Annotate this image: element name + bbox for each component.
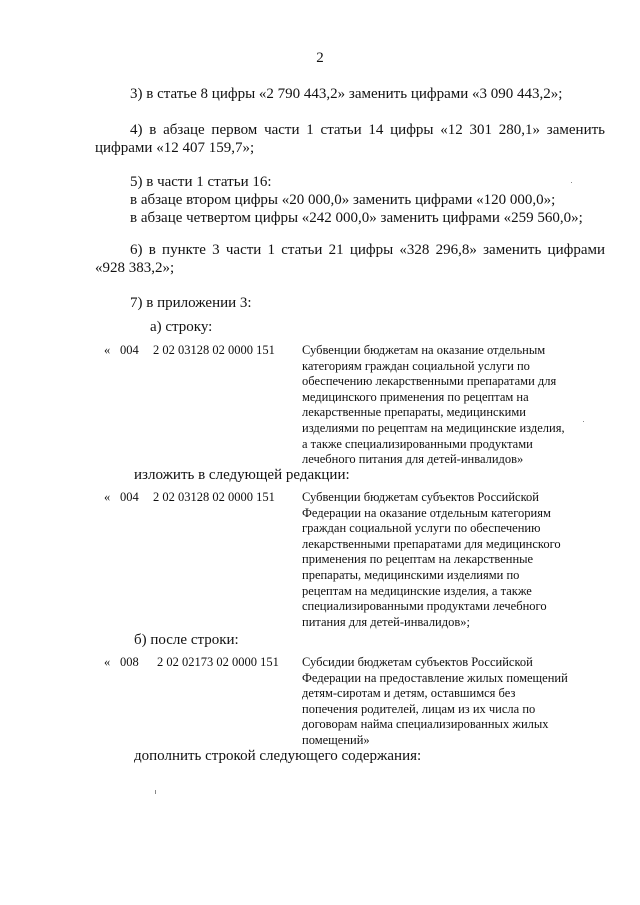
row-a-text-line: Субвенции бюджетам на оказание отдельным — [302, 343, 546, 357]
scan-speck — [571, 182, 572, 183]
paragraph-3: 3) в статье 8 цифры «2 790 443,2» заменить цифрами «3 090 443,2»; — [130, 86, 563, 102]
row-a-budget-code: 2 02 03128 02 0000 151 — [153, 343, 275, 357]
row-a-description — [302, 343, 565, 468]
row-new-text-line: рецептам на медицинские изделия, а также — [302, 583, 532, 598]
row-b-quote: « — [104, 655, 111, 669]
row-new-budget-code: 2 02 03128 02 0000 151 — [153, 490, 275, 504]
row-b-text-line: договорам найма специализированных жилых — [302, 717, 549, 732]
row-b-text-line: помещений» — [302, 732, 370, 747]
page-number: 2 — [316, 50, 324, 66]
row-b-admin-code: 008 — [120, 655, 139, 669]
row-new-quote: « — [104, 490, 111, 504]
paragraph-5-line-1: 5) в части 1 статьи 16: — [130, 174, 272, 190]
row-new-text-line: Субвенции бюджетам субъектов Российской — [302, 490, 539, 504]
row-a-quote: « — [104, 343, 111, 357]
row-new-admin-code: 004 — [120, 490, 139, 504]
paragraph-6-line-1: 6) в пункте 3 части 1 статьи 21 цифры «328 296,8» заменить цифрами — [130, 242, 605, 258]
paragraph-5-line-3: в абзаце четвертом цифры «242 000,0» заменить цифрами «259 560,0»; — [130, 210, 583, 226]
row-a-text-line: лечебного питания для детей-инвалидов» — [302, 452, 524, 467]
row-b-budget-code: 2 02 02173 02 0000 151 — [157, 655, 279, 669]
paragraph-7: 7) в приложении 3: — [130, 295, 252, 311]
row-b-text-line: детям-сиротам и детям, оставшимся без — [302, 686, 516, 701]
row-new-text-line: питания для детей-инвалидов»; — [302, 614, 470, 629]
row-new-text-line: граждан социальной услуги по обеспечению — [302, 521, 541, 536]
row-new-text-line: препараты, медицинскими изделиями по — [302, 567, 520, 582]
row-a-text-line: изделиями по рецептам на медицинские изделия, — [302, 420, 565, 435]
row-b-description — [302, 655, 568, 749]
row-b-text-line: Субсидии бюджетам субъектов Российской — [302, 655, 533, 669]
scan-speck — [155, 790, 156, 794]
append-label: дополнить строкой следующего содержания: — [134, 748, 422, 764]
row-a-text-line: лекарственные препараты, медицинскими — [302, 405, 526, 420]
paragraph-5-line-2: в абзаце втором цифры «20 000,0» заменить цифрами «120 000,0»; — [130, 192, 556, 208]
row-new-text-line: специализированными продуктами лечебного — [302, 599, 547, 614]
scan-speck — [583, 421, 584, 422]
new-edition-label: изложить в следующей редакции: — [134, 467, 350, 483]
paragraph-4-line-2: цифрами «12 407 159,7»; — [95, 140, 255, 156]
row-a-text-line: а также специализированными продуктами — [302, 436, 533, 451]
paragraph-4-line-1: 4) в абзаце первом части 1 статьи 14 цифры «12 301 280,1» заменить — [130, 122, 605, 138]
row-new-text-line: Федерации на оказание отдельным категориям — [302, 505, 551, 520]
row-new-description — [302, 490, 561, 630]
paragraph-6-line-2: «928 383,2»; — [95, 260, 175, 276]
subitem-a-label: а) строку: — [150, 319, 213, 335]
row-a-text-line: категориям граждан социальной услуги по — [302, 358, 530, 373]
row-b-text-line: попечения родителей, лицам из их числа по — [302, 701, 536, 716]
row-new-text-line: лекарственными препаратами для медицинского — [302, 536, 561, 551]
row-b-text-line: Федерации на предоставление жилых помещений — [302, 670, 568, 685]
row-a-text-line: медицинского применения по рецептам на — [302, 389, 529, 404]
row-a-admin-code: 004 — [120, 343, 139, 357]
subitem-b-label: б) после строки: — [134, 632, 239, 648]
row-a-text-line: обеспечению лекарственными препаратами для — [302, 374, 557, 389]
row-new-text-line: применения по рецептам на лекарственные — [302, 552, 534, 567]
